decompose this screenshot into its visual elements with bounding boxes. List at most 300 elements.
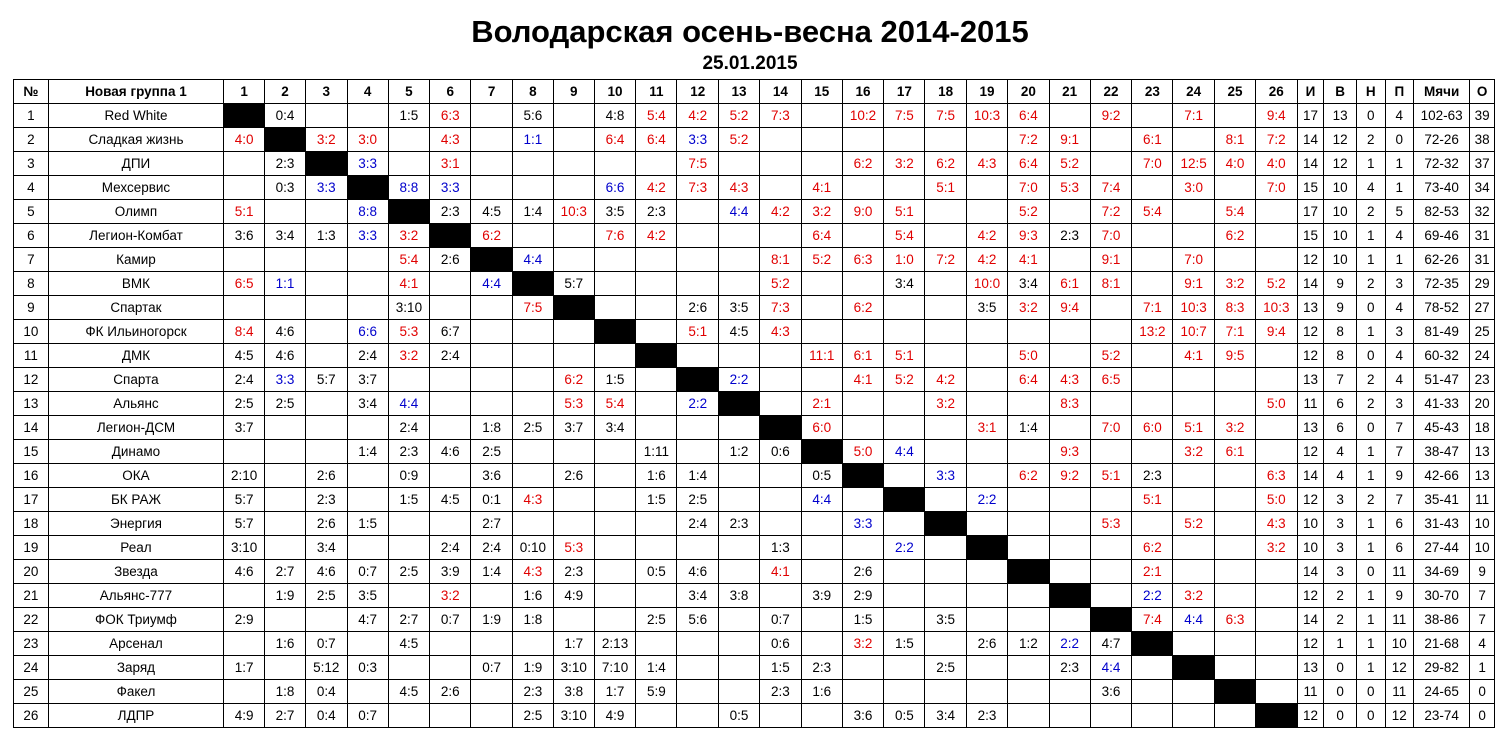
match-result: 4:4 [388,392,430,416]
match-result [1132,440,1173,464]
match-result [1215,392,1256,416]
match-result: 0:7 [430,608,471,632]
match-result: 7:10 [594,656,636,680]
match-result [1090,152,1132,176]
match-result [513,464,554,488]
match-result: 0:7 [759,608,801,632]
match-result [967,464,1008,488]
goals: 82-53 [1414,200,1470,224]
match-result: 3:7 [224,416,265,440]
match-result: 4:1 [388,272,430,296]
match-result [759,176,801,200]
match-result [224,152,265,176]
match-result [430,704,471,728]
match-result [842,416,884,440]
self-cell [801,440,842,464]
match-result: 2:6 [305,512,347,536]
match-result [1255,440,1297,464]
match-result: 6:3 [430,104,471,128]
match-result: 2:3 [967,704,1008,728]
match-result: 3:5 [719,296,760,320]
match-result: 5:6 [513,104,554,128]
match-result: 3:0 [347,128,388,152]
match-result [719,152,760,176]
table-row [14,536,1495,560]
match-result [430,512,471,536]
games-count: 17 [1297,200,1324,224]
match-result [1049,104,1090,128]
goals: 60-32 [1414,344,1470,368]
match-result: 3:3 [842,512,884,536]
games-count: 14 [1297,128,1324,152]
match-result: 5:7 [305,368,347,392]
table-row [14,128,1495,152]
match-result: 4:1 [801,176,842,200]
match-result: 4:2 [636,176,677,200]
team-number: 11 [14,344,49,368]
team-name: Альянс-777 [48,584,224,608]
team-name: Заряд [48,656,224,680]
match-result [1173,560,1215,584]
match-result: 4:5 [224,344,265,368]
match-result: 1:9 [513,656,554,680]
match-result [719,416,760,440]
match-result: 3:2 [388,344,430,368]
team-name: Альянс [48,392,224,416]
match-result: 13:2 [1132,320,1173,344]
match-result [636,368,677,392]
match-result: 7:2 [1255,128,1297,152]
match-result: 3:2 [305,128,347,152]
match-result: 6:4 [636,128,677,152]
match-result: 1:4 [513,200,554,224]
match-result: 1:7 [594,680,636,704]
wins-count: 9 [1324,272,1357,296]
match-result [1132,680,1173,704]
losses-count: 4 [1385,296,1414,320]
wins-count: 3 [1324,536,1357,560]
draws-count: 0 [1356,416,1385,440]
draws-count: 1 [1356,320,1385,344]
points: 10 [1470,512,1495,536]
match-result: 3:2 [801,200,842,224]
match-result: 4:6 [677,560,719,584]
match-result [265,488,306,512]
match-result [553,608,594,632]
team-number: 12 [14,368,49,392]
match-result [1007,440,1049,464]
team-name: ФК Ильиногорск [48,320,224,344]
match-result: 6:6 [594,176,636,200]
match-result: 5:0 [842,440,884,464]
match-result: 5:2 [1007,200,1049,224]
losses-count: 5 [1385,200,1414,224]
match-result [636,392,677,416]
match-result [636,272,677,296]
match-result: 1:7 [224,656,265,680]
table-row [14,584,1495,608]
team-name: Спартак [48,296,224,320]
match-result: 9:0 [842,200,884,224]
match-result: 6:2 [1007,464,1049,488]
team-number: 13 [14,392,49,416]
team-number: 7 [14,248,49,272]
match-result: 3:2 [1215,416,1256,440]
match-result [1255,224,1297,248]
match-result [388,368,430,392]
match-result: 6:5 [224,272,265,296]
match-result: 12:5 [1173,152,1215,176]
match-result [1255,416,1297,440]
match-result: 2:6 [305,464,347,488]
match-result [305,608,347,632]
match-result [1090,392,1132,416]
games-count: 15 [1297,224,1324,248]
match-result [925,344,967,368]
match-result: 4:9 [224,704,265,728]
match-result [884,128,925,152]
match-result: 3:1 [967,416,1008,440]
draws-count: 1 [1356,152,1385,176]
team-number: 10 [14,320,49,344]
match-result [388,536,430,560]
match-result [842,656,884,680]
match-result [1132,512,1173,536]
match-result: 3:3 [677,128,719,152]
match-result: 2:5 [224,392,265,416]
match-result: 6:2 [842,296,884,320]
match-result: 2:4 [347,344,388,368]
match-result [265,536,306,560]
match-result [513,512,554,536]
table-row [14,104,1495,128]
draws-count: 0 [1356,704,1385,728]
match-result [925,440,967,464]
match-result: 3:4 [347,392,388,416]
match-result [1007,392,1049,416]
match-result [471,344,513,368]
team-name: Сладкая жизнь [48,128,224,152]
match-result: 7:1 [1173,104,1215,128]
match-result: 4:6 [430,440,471,464]
match-result [1049,680,1090,704]
match-result [636,152,677,176]
match-result: 0:4 [305,680,347,704]
match-result [265,512,306,536]
match-result [388,512,430,536]
match-result [967,392,1008,416]
match-result: 4:3 [1049,368,1090,392]
match-result: 2:5 [513,704,554,728]
match-result: 4:1 [759,560,801,584]
standings-table [13,79,1495,728]
match-result [594,608,636,632]
match-result: 4:4 [471,272,513,296]
points: 10 [1470,536,1495,560]
match-result [1255,200,1297,224]
self-cell [1132,632,1173,656]
wins-count: 8 [1324,344,1357,368]
header-balls: Мячи [1414,80,1470,104]
match-result: 1:2 [1007,632,1049,656]
match-result [553,320,594,344]
header-opponent: 14 [759,80,801,104]
match-result [1049,488,1090,512]
losses-count: 9 [1385,584,1414,608]
wins-count: 0 [1324,656,1357,680]
match-result: 7:4 [1132,608,1173,632]
match-result [1173,368,1215,392]
games-count: 15 [1297,176,1324,200]
match-result [636,632,677,656]
self-cell [1049,584,1090,608]
match-result: 5:2 [884,368,925,392]
match-result [719,656,760,680]
draws-count: 1 [1356,224,1385,248]
match-result [1173,536,1215,560]
self-cell [967,536,1008,560]
match-result: 4:6 [224,560,265,584]
match-result: 2:7 [388,608,430,632]
match-result: 4:4 [513,248,554,272]
match-result: 10:7 [1173,320,1215,344]
points: 27 [1470,296,1495,320]
match-result [677,536,719,560]
match-result: 3:6 [842,704,884,728]
match-result: 10:2 [842,104,884,128]
match-result: 5:2 [759,272,801,296]
games-count: 12 [1297,584,1324,608]
match-result: 4:2 [967,224,1008,248]
match-result [967,344,1008,368]
match-result: 5:4 [1215,200,1256,224]
match-result [967,200,1008,224]
table-row [14,368,1495,392]
match-result [224,248,265,272]
match-result: 5:1 [925,176,967,200]
team-number: 1 [14,104,49,128]
match-result [925,320,967,344]
team-number: 15 [14,440,49,464]
match-result: 5:1 [677,320,719,344]
points: 38 [1470,128,1495,152]
self-cell [265,128,306,152]
points: 20 [1470,392,1495,416]
match-result [677,440,719,464]
header-opponent: 15 [801,80,842,104]
draws-count: 2 [1356,488,1385,512]
draws-count: 1 [1356,536,1385,560]
match-result [347,104,388,128]
match-result: 6:2 [471,224,513,248]
points: 29 [1470,272,1495,296]
match-result [347,296,388,320]
match-result: 2:13 [594,632,636,656]
match-result: 0:3 [265,176,306,200]
match-result [513,440,554,464]
team-number: 8 [14,272,49,296]
match-result: 2:7 [265,704,306,728]
table-row [14,704,1495,728]
match-result [1090,536,1132,560]
match-result: 3:10 [553,704,594,728]
match-result [553,488,594,512]
match-result: 6:4 [801,224,842,248]
draws-count: 1 [1356,512,1385,536]
header-opponent: 20 [1007,80,1049,104]
self-cell [513,272,554,296]
draws-count: 1 [1356,656,1385,680]
header-losses: П [1385,80,1414,104]
match-result [347,536,388,560]
goals: 42-66 [1414,464,1470,488]
match-result [1215,704,1256,728]
match-result: 4:3 [513,488,554,512]
match-result [925,584,967,608]
match-result: 4:1 [1173,344,1215,368]
match-result [388,656,430,680]
match-result: 1:5 [594,368,636,392]
match-result [884,176,925,200]
match-result: 0:4 [305,704,347,728]
self-cell [677,368,719,392]
points: 34 [1470,176,1495,200]
match-result: 2:2 [719,368,760,392]
match-result: 8:1 [1090,272,1132,296]
match-result [1132,392,1173,416]
match-result: 3:7 [553,416,594,440]
team-number: 2 [14,128,49,152]
match-result: 2:5 [265,392,306,416]
goals: 51-47 [1414,368,1470,392]
points: 24 [1470,344,1495,368]
match-result [471,704,513,728]
match-result: 5:2 [1049,152,1090,176]
page-date: 25.01.2015 [702,53,798,74]
header-opponent: 21 [1049,80,1090,104]
goals: 73-40 [1414,176,1470,200]
draws-count: 1 [1356,632,1385,656]
wins-count: 10 [1324,224,1357,248]
match-result [553,152,594,176]
match-result: 3:3 [347,152,388,176]
match-result: 0:4 [265,104,306,128]
match-result [1132,344,1173,368]
losses-count: 3 [1385,320,1414,344]
match-result: 2:7 [265,560,306,584]
match-result [1090,440,1132,464]
match-result: 10:3 [553,200,594,224]
match-result [1215,104,1256,128]
match-result [1173,680,1215,704]
match-result [305,440,347,464]
table-row [14,632,1495,656]
match-result: 3:4 [305,536,347,560]
match-result: 9:4 [1255,104,1297,128]
match-result: 8:3 [1049,392,1090,416]
match-result [636,296,677,320]
match-result: 6:0 [801,416,842,440]
match-result [553,512,594,536]
match-result: 5:2 [1173,512,1215,536]
match-result: 4:2 [677,104,719,128]
match-result: 3:4 [594,416,636,440]
team-number: 17 [14,488,49,512]
team-number: 20 [14,560,49,584]
match-result [1007,512,1049,536]
match-result: 4:0 [1215,152,1256,176]
match-result: 6:3 [1215,608,1256,632]
match-result [265,656,306,680]
draws-count: 0 [1356,104,1385,128]
games-count: 11 [1297,392,1324,416]
match-result [594,512,636,536]
match-result [305,248,347,272]
team-name: Арсенал [48,632,224,656]
goals: 30-70 [1414,584,1470,608]
match-result [967,368,1008,392]
match-result [553,128,594,152]
match-result [925,200,967,224]
match-result [305,272,347,296]
match-result: 4:5 [388,632,430,656]
match-result [1007,584,1049,608]
match-result [842,224,884,248]
match-result: 2:3 [388,440,430,464]
table-row [14,224,1495,248]
match-result: 6:2 [553,368,594,392]
match-result: 2:4 [388,416,430,440]
self-cell [719,392,760,416]
match-result [884,320,925,344]
match-result: 0:3 [347,656,388,680]
match-result [801,608,842,632]
match-result [594,248,636,272]
wins-count: 7 [1324,368,1357,392]
draws-count: 0 [1356,560,1385,584]
match-result: 3:2 [388,224,430,248]
match-result: 4:3 [719,176,760,200]
match-result: 2:5 [925,656,967,680]
match-result [967,176,1008,200]
match-result: 6:0 [1132,416,1173,440]
match-result [1255,584,1297,608]
match-result [1132,272,1173,296]
match-result [925,224,967,248]
table-row [14,248,1495,272]
match-result: 1:5 [636,488,677,512]
wins-count: 10 [1324,176,1357,200]
match-result: 2:5 [513,416,554,440]
header-opponent: 9 [553,80,594,104]
match-result: 1:8 [265,680,306,704]
match-result: 2:6 [430,680,471,704]
match-result [513,344,554,368]
games-count: 14 [1297,608,1324,632]
match-result: 6:4 [1007,152,1049,176]
match-result: 3:2 [1007,296,1049,320]
match-result [1173,464,1215,488]
match-result: 2:2 [677,392,719,416]
goals: 72-26 [1414,128,1470,152]
match-result [759,488,801,512]
match-result: 9:1 [1173,272,1215,296]
match-result: 6:2 [925,152,967,176]
match-result: 2:2 [884,536,925,560]
match-result: 3:2 [430,584,471,608]
match-result: 2:4 [677,512,719,536]
match-result [553,248,594,272]
